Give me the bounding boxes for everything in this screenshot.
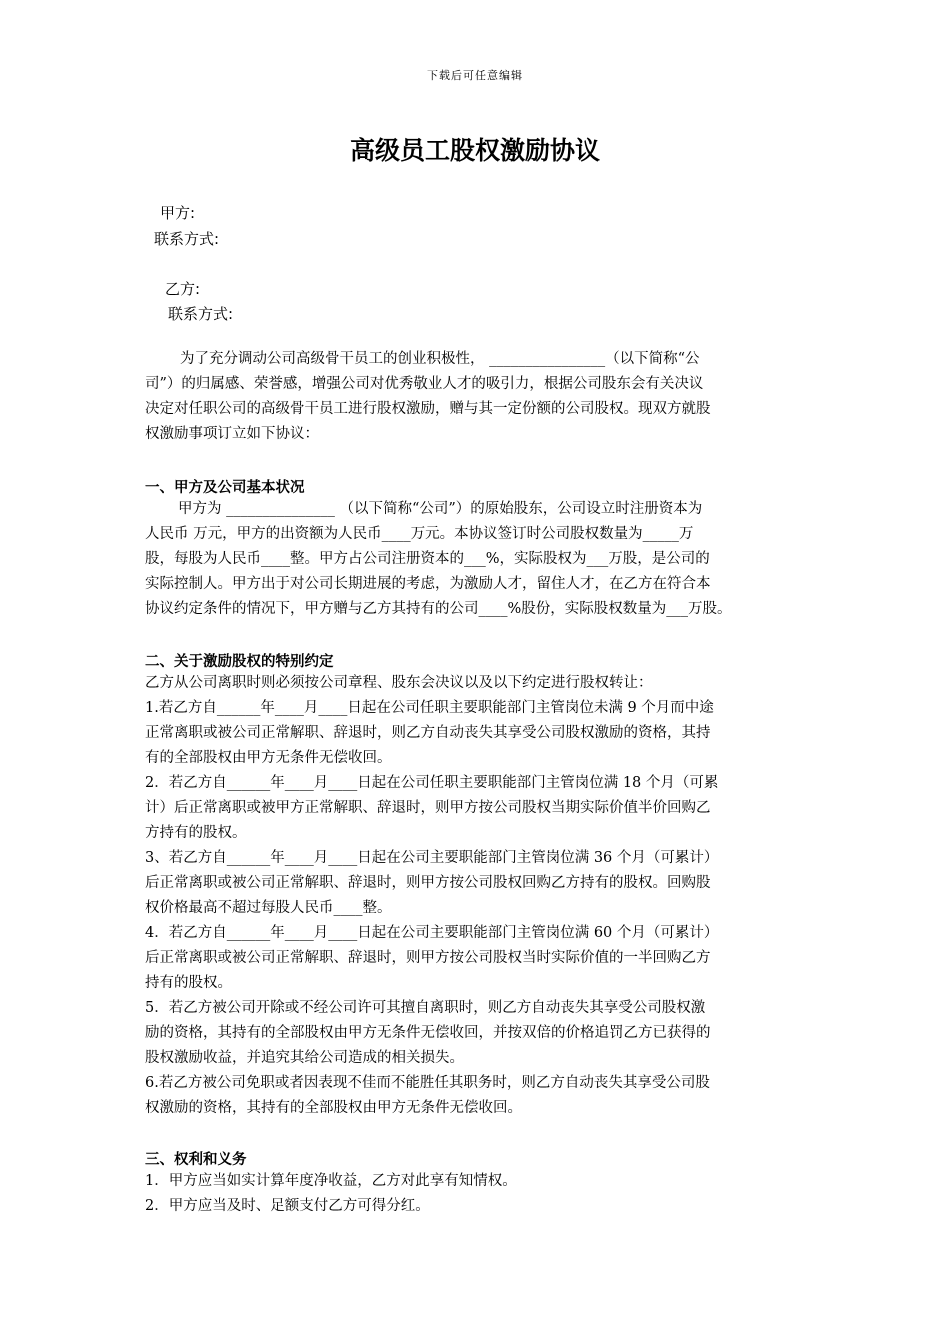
section2-line: 计）后正常离职或被甲方正常解职、辞退时，则甲方按公司股权当期实际价值半价回购乙 (145, 800, 711, 816)
section3-line: 2．甲方应当及时、足额支付乙方可得分红。 (145, 1198, 430, 1214)
header-note: 下载后可任意编辑 (427, 69, 523, 82)
document-title: 高级员工股权激励协议 (349, 136, 600, 165)
party-b-label: 乙方: (165, 280, 201, 298)
section1-line: 人民币 万元，甲方的出资额为人民币____万元。本协议签订时公司股权数量为_____万 (145, 526, 694, 542)
section2-line: 股权激励收益，并追究其给公司造成的相关损失。 (145, 1050, 464, 1066)
section-heading: 二、关于激励股权的特别约定 (145, 654, 334, 670)
section2-line: 6.若乙方被公司免职或者因表现不佳而不能胜任其职务时，则乙方自动丧失其享受公司股 (145, 1075, 710, 1091)
section2-line: 励的资格，其持有的全部股权由甲方无条件无偿收回，并按双倍的价格追罚乙方已获得的 (145, 1025, 711, 1041)
section2-line: 有的全部股权由甲方无条件无偿收回。 (145, 750, 392, 766)
section2-line: 2．若乙方自______年____月____日起在公司任职主要职能部门主管岗位满 18 个月（可累 (145, 775, 719, 791)
section2-line: 方持有的股权。 (145, 825, 247, 841)
section2-line: 4．若乙方自______年____月____日起在公司主要职能部门主管岗位满 60 个月（可累计） (145, 925, 719, 941)
party-a-contact: 联系方式: (154, 230, 220, 248)
intro-line: 权激励事项订立如下协议： (145, 426, 319, 442)
section-heading: 一、甲方及公司基本状况 (145, 480, 305, 496)
section2-line: 1.若乙方自______年____月____日起在公司任职主要职能部门主管岗位未满 9 个月而中途 (145, 700, 714, 716)
section2-line: 后正常离职或被公司正常解职、辞退时，则甲方按公司股权当时实际价值的一半回购乙方 (145, 950, 711, 966)
section2-line: 5．若乙方被公司开除或不经公司许可其擅自离职时，则乙方自动丧失其享受公司股权激 (145, 1000, 706, 1016)
section2-line: 3、若乙方自______年____月____日起在公司主要职能部门主管岗位满 36 个月（可累计） (145, 850, 719, 866)
intro-line: 决定对任职公司的高级骨干员工进行股权激励，赠与其一定份额的公司股权。现双方就股 (145, 401, 711, 417)
section1-line: 实际控制人。甲方出于对公司长期进展的考虑，为激励人才，留住人才，在乙方在符合本 (145, 576, 711, 592)
section-heading: 三、权利和义务 (145, 1152, 247, 1168)
section2-line: 后正常离职或被公司正常解职、辞退时，则甲方按公司股权回购乙方持有的股权。回购股 (145, 875, 711, 891)
section2-line: 乙方从公司离职时则必须按公司章程、股东会决议以及以下约定进行股权转让： (145, 675, 653, 691)
intro-line: 司”）的归属感、荣誉感，增强公司对优秀敬业人才的吸引力，根据公司股东会有关决议 (145, 376, 704, 392)
party-a-label: 甲方: (160, 204, 196, 222)
section1-line: 股，每股为人民币____整。甲方占公司注册资本的___%，实际股权为___万股，是公司的 (145, 551, 710, 567)
section2-line: 权激励的资格，其持有的全部股权由甲方无条件无偿收回。 (145, 1100, 522, 1116)
section2-line: 正常离职或被公司正常解职、辞退时，则乙方自动丧失其享受公司股权激励的资格，其持 (145, 725, 711, 741)
section3-line: 1．甲方应当如实计算年度净收益，乙方对此享有知情权。 (145, 1173, 517, 1189)
section1-line: 甲方为 _______________ （以下简称“公司”）的原始股东，公司设立时注册资本为 (178, 501, 703, 517)
section2-line: 权价格最高不超过每股人民币____整。 (145, 900, 392, 916)
party-b-contact: 联系方式: (168, 305, 234, 323)
section2-line: 持有的股权。 (145, 975, 232, 991)
section1-line: 协议约定条件的情况下，甲方赠与乙方其持有的公司____%股份，实际股权数量为___万股。 (145, 601, 732, 617)
intro-line: 为了充分调动公司高级骨干员工的创业积极性， ________________（以下简称“公 (180, 351, 700, 367)
